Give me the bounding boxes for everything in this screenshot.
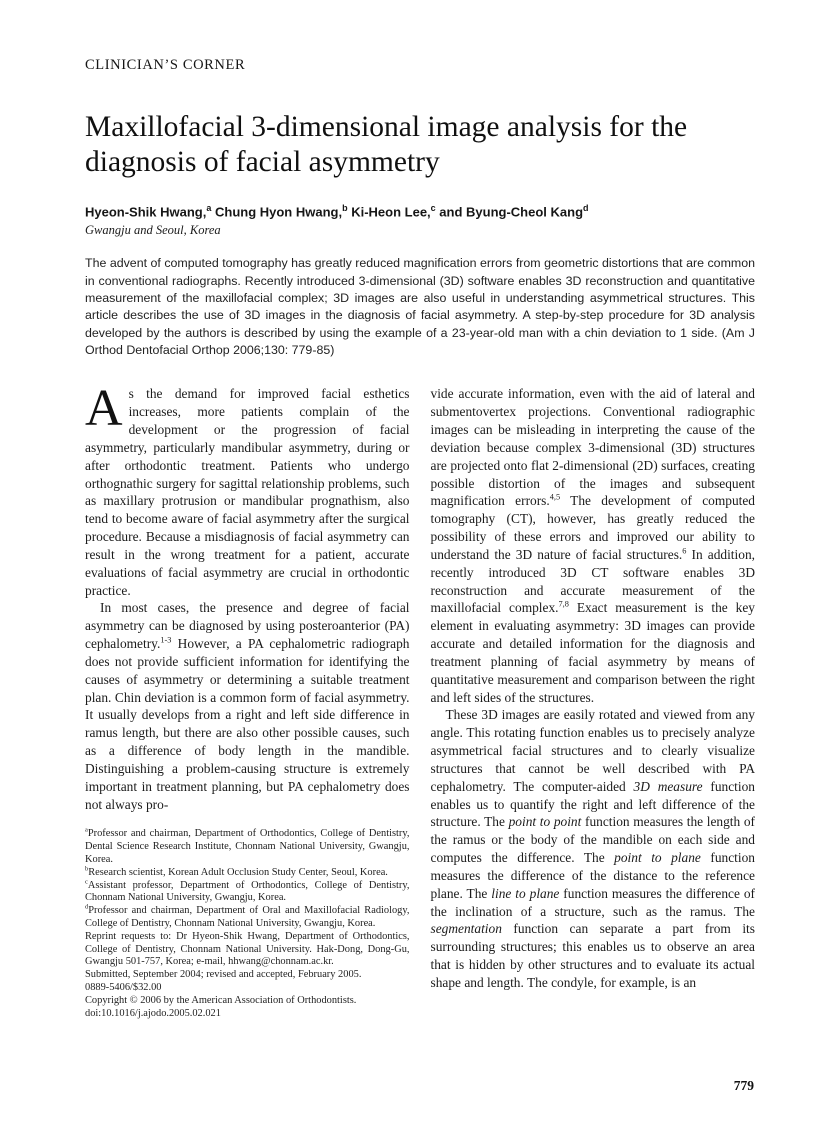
drop-cap: A <box>85 380 123 438</box>
page-number: 779 <box>733 1078 754 1093</box>
left-column <box>85 380 410 1020</box>
body-paragraph: In most cases, the presence and degree of facial asymmetry can be diagnosed by using posteroanterior (PA) cephalometry.$^{1-3}$ However, a PA cephalometric radiograph does not provide sufficient information for identifying the causes of asymmetry or determining a suitable treatment plan. Chin deviation is a common form of facial asymmetry. It usually develops from a right and left side difference in ramus length, but there are also other possible causes, such as a difference of body length in the mandible. Distinguishing a problem-causing structure is extremely important in treatment planning, but PA cephalometry does not always pro- <box>85 600 410 812</box>
footnote: 0889-5406/$32.00 <box>85 981 162 993</box>
footnote: $^a$Professor and chairman, Department of Orthodontics, College of Dentistry, Dental Science Research Institute, Chonnam National University, Gwangju, Korea. <box>85 826 410 865</box>
body-paragraph: vide accurate information, even with the aid of lateral and submentovertex projections. Conventional radiographic images can be misleading in interpreting the cause of the deviation because complex 3-dimensional (3D) structures are projected onto flat 2-dimensional (2D) surfaces, creating possible distortion of the images and subsequent magnification errors.$^{4,5}$ The development of computed tomography (CT), however, has greatly reduced the possibility of these errors and improved our ability to understand the 3D nature of facial structures.$^6$ In addition, recently introduced 3D CT software enables 3D reconstruction and accurate measurement of the maxillofacial complex.$^{7,8}$ Exact measurement is the key element in evaluating asymmetry: 3D images can provide accurate and detailed information for the diagnosis and treatment planning of facial asymmetry by means of quantitative measurement and comparison between the right and left sides of the structures. <box>430 386 756 705</box>
article-title: Maxillofacial 3-dimensional image analysis for the diagnosis of facial asymmetry <box>85 111 688 178</box>
footnote: $^c$Assistant professor, Department of Orthodontics, College of Dentistry, Chonnam National University, Gwangju, Korea. <box>85 878 410 904</box>
body-columns <box>85 380 756 1020</box>
footnotes-block <box>85 828 410 1020</box>
footnote: $^d$Professor and chairman, Department of Oral and Maxillofacial Radiology, College of Dentistry, Chonnam National University, Gwangju, Korea. <box>85 903 410 929</box>
footnote: $^b$Research scientist, Korean Adult Occlusion Study Center, Seoul, Korea. <box>85 865 388 878</box>
footnote: Reprint requests to: Dr Hyeon-Shik Hwang, Department of Orthodontics, College of Dentistry, Chonnam National University. Hak-Dong, Dong-Gu, Gwangju 501-757, Korea; e-mail, hhwang@chonnam.ac.kr. <box>85 930 410 968</box>
body-paragraph: These 3D images are easily rotated and viewed from any angle. This rotating function enables us to precisely analyze asymmetrical facial structures and to clearly visualize structures that cannot be well described with PA cephalometry. The computer-aided 3D measure function enables us to quantify the right and left difference of the structure. The point to point function measures the length of the ramus or the body of the mandible on each side and computes the difference. The point to plane function measures the difference of the distance to the reference plane. The line to plane function measures the difference of the inclination of a structure, such as the ramus. The segmentation function can separate a part from its surrounding structures; this enables us to observe an area that is hidden by other structures and to evaluate its actual shape and length. The condyle, for example, is an <box>430 707 756 990</box>
footnote: Submitted, September 2004; revised and accepted, February 2005. <box>85 969 362 981</box>
right-column <box>431 385 756 1020</box>
affiliation-line: Gwangju and Seoul, Korea <box>85 223 221 238</box>
section-label: CLINICIAN’S CORNER <box>85 57 246 73</box>
authors-line: Hyeon-Shik Hwang,$^a$ Chung Hyon Hwang,$^b$ Ki-Heon Lee,$^c$ and Byung-Cheol Kang$^d$ <box>85 203 589 220</box>
body-paragraph-text: s the demand for improved facial esthetics increases, more patients complain of the development or the progression of facial asymmetry, particularly mandibular asymmetry, during or after orthodontic treatment. Patients who undergo orthognathic surgery for sagittal relationship problems, such as maxillary protrusion or mandibular prognathism, also tend to become aware of facial asymmetry after the surgical procedure. Because a misdiagnosis of facial asymmetry can result in the wrong treatment for a patient, accurate evaluations of facial asymmetry are crucial in orthodontic practice. <box>85 386 410 598</box>
body-paragraph <box>85 380 410 599</box>
abstract-paragraph: The advent of computed tomography has greatly reduced magnification errors from geometric distortions that are common in conventional radiographs. Recently introduced 3-dimensional (3D) software enables 3D reconstruction and quantitative measurement of the maxillofacial complex; 3D images are also useful in understanding asymmetrical structures. This article describes the use of 3D images in the diagnosis of facial asymmetry. A step-by-step procedure for 3D analysis developed by the authors is described by using the example of a 23-year-old man with a chin deviation to 1 side. (Am J Orthod Dentofacial Orthop 2006;130: 779-85) <box>85 256 755 358</box>
footnote: doi:10.1016/j.ajodo.2005.02.021 <box>85 1007 221 1019</box>
footnote: Copyright © 2006 by the American Association of Orthodontists. <box>85 994 357 1006</box>
